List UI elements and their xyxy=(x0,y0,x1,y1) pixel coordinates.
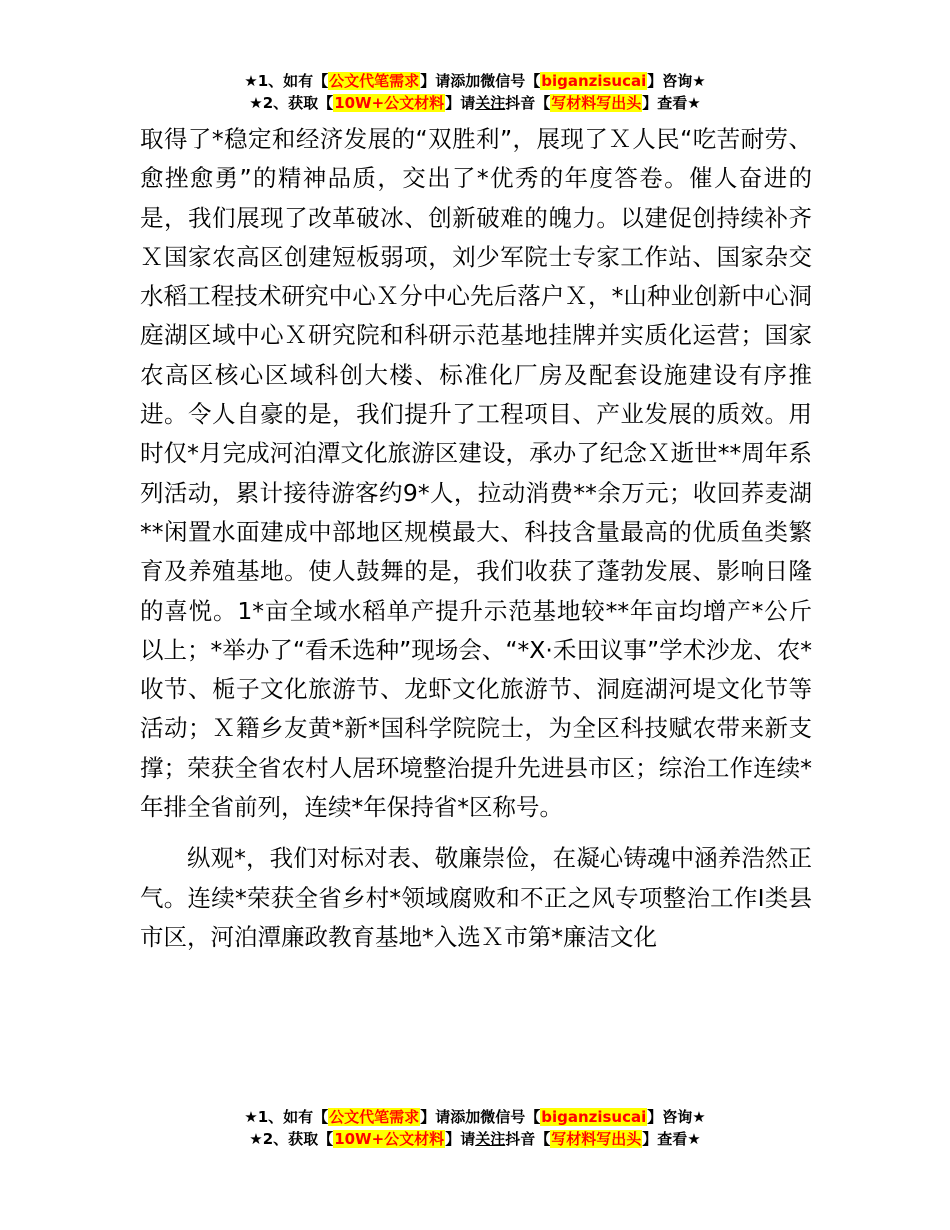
banner-text: ★1、如有【 xyxy=(244,1108,329,1126)
underlined-follow: 关注 xyxy=(475,94,506,112)
banner-line-2 xyxy=(0,92,950,114)
highlight-ghostwriting: 公文代笔需求 xyxy=(329,72,420,90)
paragraph: 纵观*，我们对标对表、敬廉崇俭，在凝心铸魂中涵养浩然正气。连续*荣获全省乡村*领域腐败和不正之风专项整治工作Ⅰ类县市区，河泊潭廉政教育基地*入选Ｘ市第*廉洁文化 xyxy=(140,844,812,951)
banner-text: 】咨询★ xyxy=(647,72,706,90)
banner-text: 】请添加微信号【 xyxy=(420,1108,541,1126)
banner-text: ★2、获取【 xyxy=(249,1130,334,1148)
banner-text: ★1、如有【 xyxy=(244,72,329,90)
paragraph: 取得了*稳定和经济发展的“双胜利”，展现了Ｘ人民“吃苦耐劳、愈挫愈勇”的精神品质，交出了*优秀的年度答卷。催人奋进的是，我们展现了改革破冰、创新破难的魄力。以建促创持续补齐Ｘ国家农高区创建短板弱项，刘少军院士专家工作站、国家杂交水稻工程技术研究中心Ｘ分中心先后落户Ｘ，*山种业创新中心洞庭湖区域中心Ｘ研究院和科研示范基地挂牌并实质化运营；国家农高区核心区域科创大楼、标准化厂房及配套设施建设有序推进。令人自豪的是，我们提升了工程项目、产业发展的质效。用时仅*月完成河泊潭文化旅游区建设，承办了纪念Ｘ逝世**周年系列活动，累计接待游客约9*人，拉动消费**余万元；收回荞麦湖**闲置水面建成中部地区规模最大、科技含量最高的优质鱼类繁育及养殖基地。使人鼓舞的是，我们收获了蓬勃发展、影响日隆的喜悦。1*亩全域水稻单产提升示范基地较**年亩均增产*公斤以上；*举办了“看禾选种”现场会、“*X·禾田议事”学术沙龙、农*收节、栀子文化旅游节、龙虾文化旅游节、洞庭湖河堤文化节等活动；Ｘ籍乡友黄*新*国科学院院士，为全区科技赋农带来新支撑；荣获全省农村人居环境整治提升先进县市区；综治工作连续*年排全省前列，连续*年保持省*区称号。 xyxy=(140,125,812,822)
underlined-follow: 关注 xyxy=(475,1130,506,1148)
banner-line-2 xyxy=(0,1128,950,1150)
banner-text: 】请添加微信号【 xyxy=(420,72,541,90)
highlight-wechat-id: biganzisucai xyxy=(541,1108,647,1126)
highlight-douyin: 写材料写出头 xyxy=(551,1130,642,1148)
banner-text: 】查看★ xyxy=(642,94,701,112)
footer-banner xyxy=(0,1106,950,1150)
banner-text: 】查看★ xyxy=(642,1130,701,1148)
banner-text: 抖音【 xyxy=(505,94,551,112)
highlight-wechat-id: biganzisucai xyxy=(541,72,647,90)
banner-text: 抖音【 xyxy=(505,1130,551,1148)
highlight-materials: 10W+公文材料 xyxy=(334,1130,445,1148)
highlight-douyin: 写材料写出头 xyxy=(551,94,642,112)
banner-line-1 xyxy=(0,70,950,92)
banner-text: 】请 xyxy=(445,94,476,112)
document-body xyxy=(140,120,812,957)
banner-text: 】咨询★ xyxy=(647,1108,706,1126)
banner-text: ★2、获取【 xyxy=(249,94,334,112)
highlight-ghostwriting: 公文代笔需求 xyxy=(329,1108,420,1126)
banner-line-1 xyxy=(0,1106,950,1128)
header-banner xyxy=(0,70,950,114)
banner-text: 】请 xyxy=(445,1130,476,1148)
highlight-materials: 10W+公文材料 xyxy=(334,94,445,112)
